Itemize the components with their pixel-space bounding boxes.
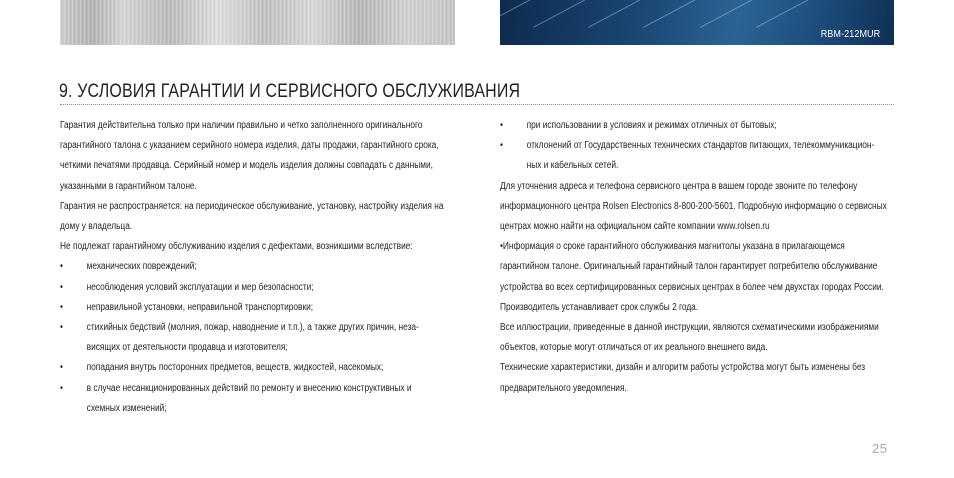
list-item bbox=[60, 278, 467, 298]
bullet-icon: • bbox=[60, 301, 63, 313]
paragraph-line: дому у владельца. bbox=[60, 221, 133, 233]
paragraph-line: Технические характеристики, дизайн и алгоритм работы устройства могут быть изменены без bbox=[500, 362, 866, 374]
list-item bbox=[60, 257, 467, 277]
list-item-text: стихийных бедствий (молния, пожар, наводнение и т.п.), а также других причин, неза- bbox=[86, 322, 419, 334]
bullet-icon: • bbox=[60, 261, 63, 273]
list-item-text: схемных изменений; bbox=[86, 402, 167, 414]
list-item-text: ных и кабельных сетей. bbox=[526, 160, 619, 172]
list-item bbox=[60, 358, 467, 378]
list-item bbox=[60, 318, 467, 358]
dotted-divider bbox=[60, 104, 894, 105]
paragraph-line: Гарантия не распространяется: на периодическое обслуживание, установку, настройку изделия на bbox=[60, 200, 444, 212]
paragraph-line: информационного центра Rolsen Electronics 8-800-200-5601. Подробную информацию о сервисных bbox=[500, 200, 887, 212]
list-item-text: механических повреждений; bbox=[86, 261, 197, 273]
paragraph-line: Все иллюстрации, приведенные в данной инструкции, являются схематическими изображениями bbox=[500, 322, 879, 334]
list-item bbox=[60, 379, 467, 419]
paragraph-line: Производитель устанавливает срок службы 2 года. bbox=[500, 301, 699, 313]
list-item-text: висящих от деятельности продавца и изготовителя; bbox=[86, 342, 288, 354]
left-column bbox=[60, 116, 468, 419]
paragraph-line: гарантийном талоне. Оригинальный гарантийный талон гарантирует потребителю обслуживание bbox=[500, 261, 878, 273]
light-streak bbox=[588, 0, 650, 28]
paragraph-line: указанными в гарантийном талоне. bbox=[60, 180, 197, 192]
paragraph-line: Гарантия действительна только при наличии правильно и четко заполненного оригинального bbox=[60, 120, 423, 131]
page-number: 25 bbox=[872, 441, 888, 456]
light-streak bbox=[756, 0, 818, 28]
paragraph-line: предварительного уведомления. bbox=[500, 382, 627, 394]
brushed-metal-banner bbox=[60, 0, 455, 45]
paragraph-line: центрах можно найти на официальном сайте компании www.rolsen.ru bbox=[500, 221, 770, 233]
list-item-text: при использовании в условиях и режимах отличных от бытовых; bbox=[526, 120, 777, 131]
list-item bbox=[60, 298, 467, 318]
bullet-icon: • bbox=[60, 362, 63, 374]
list-item-text: несоблюдения условий эксплуатации и мер безопасности; bbox=[86, 281, 314, 293]
model-label: RBM-212MUR bbox=[820, 28, 880, 40]
blue-banner bbox=[500, 0, 894, 45]
paragraph-line: устройства во всех сертифицированных сервисных центрах в более чем двухстах городах России. bbox=[500, 281, 884, 293]
bullet-icon: • bbox=[60, 382, 63, 394]
section-title: 9. УСЛОВИЯ ГАРАНТИИ И СЕРВИСНОГО ОБСЛУЖИВАНИЯ bbox=[59, 81, 521, 102]
paragraph-line: гарантийного талона с указанием серийного номера изделия, даты продажи, гарантийного срока, bbox=[60, 140, 439, 152]
bullet-icon: • bbox=[60, 281, 63, 293]
paragraph-line: Для уточнения адреса и телефона сервисного центра в вашем городе звоните по телефону bbox=[500, 180, 858, 192]
paragraph-line: четкими печатями продавца. Серийный номер и модель изделия должны совпадать с данными, bbox=[60, 160, 433, 172]
right-column bbox=[500, 116, 900, 399]
light-streak bbox=[700, 0, 762, 28]
list-item bbox=[500, 116, 899, 136]
paragraph-line: объектов, которые могут отличаться от их реального внешнего вида. bbox=[500, 342, 768, 354]
paragraph-line: •Информация о сроке гарантийного обслуживания магнитолы указана в прилагающемся bbox=[500, 241, 845, 253]
bullet-icon: • bbox=[60, 322, 63, 334]
light-streak bbox=[643, 0, 705, 28]
list-item-text: попадания внутрь посторонних предметов, веществ, жидкостей, насекомых; bbox=[86, 362, 384, 374]
list-item-text: отклонений от Государственных технических стандартов питающих, телекоммуникацион- bbox=[526, 140, 875, 152]
light-streak bbox=[533, 0, 595, 28]
bullet-icon: • bbox=[500, 120, 503, 131]
bullet-icon: • bbox=[500, 140, 503, 152]
list-item bbox=[500, 136, 899, 176]
paragraph-line: Не подлежат гарантийному обслуживанию изделия с дефектами, возникшими вследствие: bbox=[60, 241, 413, 253]
defect-list bbox=[60, 257, 468, 419]
list-item-text: неправильной установки, неправильной транспортировки; bbox=[86, 301, 314, 313]
defect-list-continued bbox=[500, 116, 900, 177]
light-streak bbox=[500, 0, 540, 28]
list-item-text: в случае несанкционированных действий по ремонту и внесению конструктивных и bbox=[86, 382, 412, 394]
